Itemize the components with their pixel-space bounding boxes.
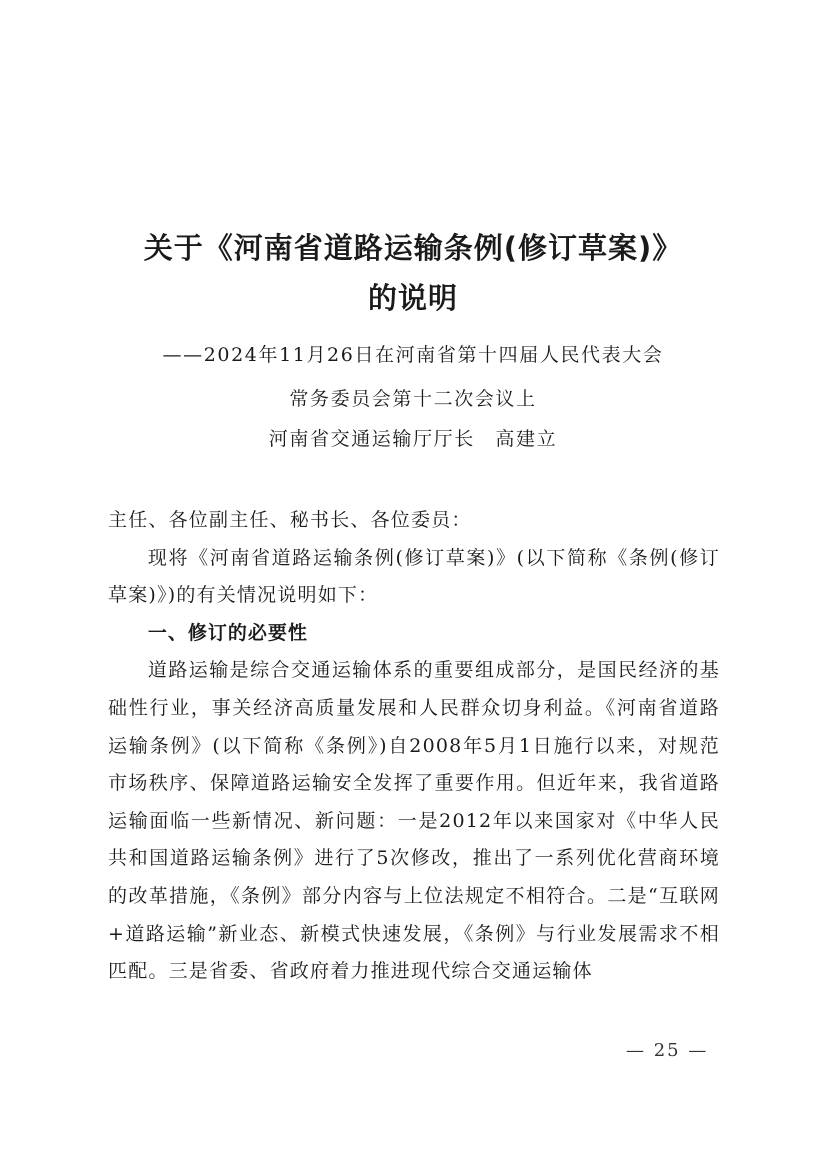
- subtitle-speaker: 河南省交通运输厅厅长 高建立: [268, 428, 558, 450]
- document-body: [108, 502, 720, 991]
- document-title-line-1: 关于《河南省道路运输条例(修订草案)》: [143, 231, 683, 265]
- section-paragraph: 道路运输是综合交通运输体系的重要组成部分，是国民经济的基础性行业，事关经济高质量发展和人民群众切身利益。《河南省道路运输条例》(以下简称《条例》)自2008年5月1日施行以来，对规范市场秩序、保障道路运输安全发挥了重要作用。但近年来，我省道路运输面临一些新情况、新问题：一是2012年以来国家对《中华人民共和国道路运输条例》进行了5次修改，推出了一系列优化营商环境的改革措施，《条例》部分内容与上位法规定不相符合。二是“互联网+道路运输”新业态、新模式快速发展，《条例》与行业发展需求不相匹配。三是省委、省政府着力推进现代综合交通运输体: [108, 659, 720, 983]
- intro-paragraph: 现将《河南省道路运输条例(修订草案)》(以下简称《条例(修订草案)》)的有关情况说明如下：: [108, 546, 720, 607]
- document-title-line-2: 的说明: [367, 281, 458, 315]
- subtitle-date-venue: ——2024年11月26日在河南省第十四届人民代表大会: [162, 344, 664, 366]
- section-heading: 一、修订的必要性: [147, 621, 308, 644]
- subtitle-meeting: 常务委员会第十二次会议上: [289, 388, 537, 410]
- page-number: — 25 —: [626, 1040, 709, 1061]
- salutation: 主任、各位副主任、秘书长、各位委员：: [108, 509, 472, 531]
